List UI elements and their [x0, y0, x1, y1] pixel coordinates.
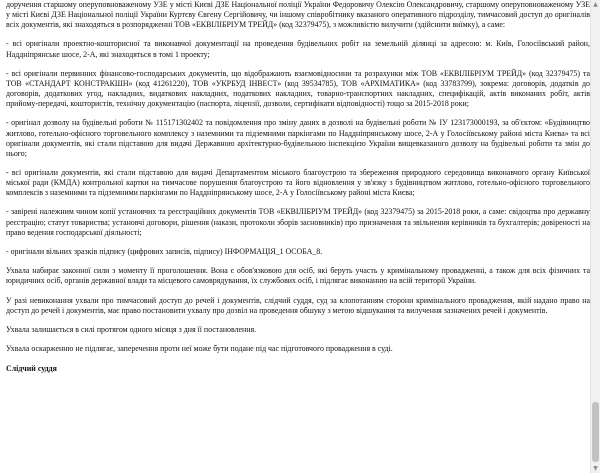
paragraph-ruling-effect: Ухвала набирає законної сили з моменту її проголошення. Вона є обов'язковою для осіб, які беруть участь у кримінальному провадженні, а також для всіх фізичних та юридичних осіб, органів державної влади та місцевого самоврядування, їх службових осіб, і підлягає виконанню на всій території України.: [6, 266, 590, 286]
paragraph-intro: доручення старшому оперуповноваженому УЗЕ у місті Києві ДЗЕ Національної поліції України Федоровичу Олексію Олександровичу, старшому оперуповноваженому УЗЕ у місті Києві ДЗЕ Національної поліції України Куртєву Євгену Сергійовичу, чи іншому співробітнику вказаного оперативного підрозділу, тимчасовий доступ до оригіналів всіх документів, які знаходяться в розпорядженні ТОВ «ЕКВІЛІБРІУМ ТРЕЙД» (код 32379475), з можливістю вилучити (здійснити виїмку), а саме:: [6, 0, 590, 30]
scroll-down-arrow-icon[interactable]: ▼: [593, 465, 598, 472]
paragraph-noncompliance: У разі невиконання ухвали про тимчасовий доступ до речей і документів, слідчий суддя, суд за клопотанням сторони кримінального провадження, якій надано право на доступ до речей і документів, має право постановити ухвалу про дозвіл на проведення обшуку з метою відшукання та вилучення зазначених речей і документів.: [6, 295, 590, 315]
paragraph-item-design-docs: - всі оригінали проектно-кошторисної та виконавчої документації на проведення будівельних робіт на земельній ділянці за адресою: м. Київ, Голосіївський район, Наддніпрянське шосе, 2-А, які знаходяться в томі 1 проекту;: [6, 39, 590, 59]
paragraph-item-signature-samples: - оригінали вільних зразків підпису (цифрових записів, підпису) ІНФОРМАЦІЯ_1 ОСОБА_8.: [6, 246, 323, 256]
paragraph-appeal: Ухвала оскарженню не підлягає, заперечення проти неї може бути подане під час підготовчого провадження в суді.: [6, 344, 393, 354]
paragraph-item-landscaping-docs: - всі оригінали документів, які стали підставою для видачі Департаментом міського благоустрою та збереження природного середовища виконавчого органу Київської міської ради (КМДА) контрольної картки на тимчасове порушення благоустрою та його відновлення у зв'язку з будівництвом житлово, готельно-офісного торговельного комплексів з наземними та підземними паркінгами по Наддніпрянському шосе, 2-А у Голосіївському районі міста Києва;: [6, 167, 590, 198]
paragraph-item-registration-docs: - завірені належним чином копії установчих та реєстраційних документів ТОВ «ЕКВІЛІБРІУМ ТРЕЙД» (код 32379475) за 2015-2018 роки, а саме: свідоцтва про державну реєстрацію; статут товариства; установчі договори, рішення (накази, протоколи зборів засновників) про призначення та звільнення керівників та бухгалтерів; довіреності на право ведення господарської діяльності;: [6, 207, 590, 237]
paragraph-item-building-permit: - оригінал дозволу на будівельні роботи № 115171302402 та повідомлення про зміну даних в дозволі на будівельні роботи № ІУ 123173000193, за об'єктом: «Будівництво житлово, готельно-офісного торговельного комплексу з наземними та підземними паркінгами по Наддніпрянському шосе, 2-А у Голосіївському районі міста Києва» та всі оригінали документів, які стали підставою для видачі Державною архітектурно-будівельною інспекцією України вищевказаного дозволу на будівельні роботи та змін до нього;: [6, 118, 590, 158]
paragraph-item-financial-docs: - всі оригінали первинних фінансово-господарських документів, що відображають взаємовідносини та розрахунки між ТОВ «ЕКВІЛІБРІУМ ТРЕЙД» (код 32379475) та ТОВ «СТАНДАРТ КОНСТРАКШН» (код 41261220), ТОВ «УКРБУД ІНВЕСТ» (код 39534785), ТОВ «АРХІМАТИКА» (код 33783799), зокрема: договорів, додатків до договорів, додаткових угод, накладних, видаткових накладних, податкових накладних, товарно-транспортних накладних, специфікацій, актів виконаних робіт, актів прийому-передачі, коштористів, технічну документацію (паспорта, ліцензії, дозволи, сертифікати відповідності) тощо за 2015-2018 роки;: [6, 68, 590, 109]
vertical-scrollbar[interactable]: [590, 0, 600, 473]
scrollbar-thumb[interactable]: [592, 402, 599, 462]
signature-title: Слідчий суддя: [6, 363, 57, 373]
paragraph-validity: Ухвала залишається в силі протягом одного місяця з дня її постановлення.: [6, 324, 257, 334]
scroll-up-arrow-icon[interactable]: ▲: [593, 1, 598, 8]
